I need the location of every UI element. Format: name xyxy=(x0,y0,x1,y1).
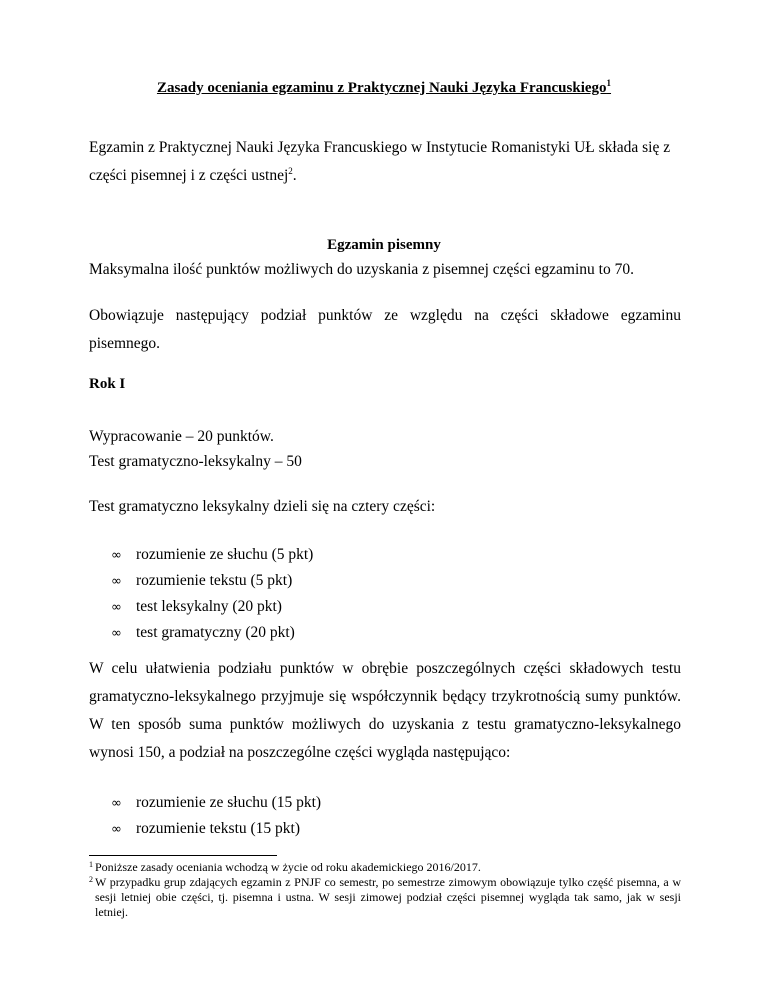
distribution-intro-paragraph: Obowiązuje następujący podział punktów ze względu na części składowe egzaminu pisemnego. xyxy=(89,307,681,352)
list-item-text: test leksykalny (20 pkt) xyxy=(136,598,282,615)
list-item xyxy=(111,794,321,820)
infinity-bullet-icon: ∞ xyxy=(111,822,122,837)
list-item xyxy=(111,820,321,846)
list-item xyxy=(111,624,313,650)
footnote-text: W przypadku grup zdających egzamin z PNJF co semestr, po semestrze zimowym obowiązuje tylko część pisemna, a w sesji letniej obie części, tj. pisemna i ustna. W sesji zimowej podział części pisemnej wygląda tak samo, jak w sesji letniej. xyxy=(95,875,681,919)
document-title-text: Zasady oceniania egzaminu z Praktycznej Nauki Języka Francuskiego xyxy=(156,80,607,96)
list-item xyxy=(111,546,313,572)
intro-footnote-ref: 2 xyxy=(288,166,293,176)
test-points: Test gramatyczno-leksykalny – 50 xyxy=(89,453,302,470)
footnote-number: 1 xyxy=(89,860,93,869)
infinity-bullet-icon: ∞ xyxy=(111,796,122,811)
footnote-text: Poniższe zasady oceniania wchodzą w życie od roku akademickiego 2016/2017. xyxy=(95,860,481,874)
scaled-parts-list xyxy=(111,794,321,846)
max-points-paragraph: Maksymalna ilość punktów możliwych do uzyskania z pisemnej części egzaminu to 70. xyxy=(89,261,634,278)
footnotes xyxy=(89,860,681,920)
list-item-text: rozumienie ze słuchu (5 pkt) xyxy=(136,546,314,563)
list-item xyxy=(111,572,313,598)
footnote-separator xyxy=(89,855,277,856)
infinity-bullet-icon: ∞ xyxy=(111,574,122,589)
list-item xyxy=(111,598,313,624)
list-item-text: rozumienie ze słuchu (15 pkt) xyxy=(136,794,322,811)
multiplier-paragraph: W celu ułatwienia podziału punktów w obrębie poszczególnych części składowych testu gramatyczno-leksykalnego przyjmuje się współczynnik będący trzykrotnością sumy punktów. W ten sposób suma punktów możliwych do uzyskania z testu gramatyczno-leksykalnego wynosi 150, a podział na poszczególne części wygląda następująco: xyxy=(89,660,681,761)
footnote-number: 2 xyxy=(89,875,93,884)
footnote-1 xyxy=(89,860,681,875)
document-title xyxy=(0,79,768,97)
infinity-bullet-icon: ∞ xyxy=(111,548,122,563)
test-parts-intro: Test gramatyczno leksykalny dzieli się na cztery części: xyxy=(89,498,436,515)
section-heading: Egzamin pisemny xyxy=(327,237,441,253)
year-heading: Rok I xyxy=(89,376,126,392)
infinity-bullet-icon: ∞ xyxy=(111,600,122,615)
intro-paragraph xyxy=(89,134,681,190)
intro-end: . xyxy=(292,167,297,184)
infinity-bullet-icon: ∞ xyxy=(111,626,122,641)
list-item-text: rozumienie tekstu (15 pkt) xyxy=(136,820,300,837)
list-item-text: rozumienie tekstu (5 pkt) xyxy=(136,572,293,589)
footnote-2 xyxy=(89,875,681,920)
list-item-text: test gramatyczny (20 pkt) xyxy=(136,624,295,641)
test-parts-list xyxy=(111,546,313,650)
essay-points: Wypracowanie – 20 punktów. xyxy=(89,428,274,445)
intro-text: Egzamin z Praktycznej Nauki Języka Francuskiego w Instytucie Romanistyki UŁ składa się z części pisemnej i z części ustnej xyxy=(89,139,671,184)
title-footnote-ref: 1 xyxy=(606,78,612,88)
